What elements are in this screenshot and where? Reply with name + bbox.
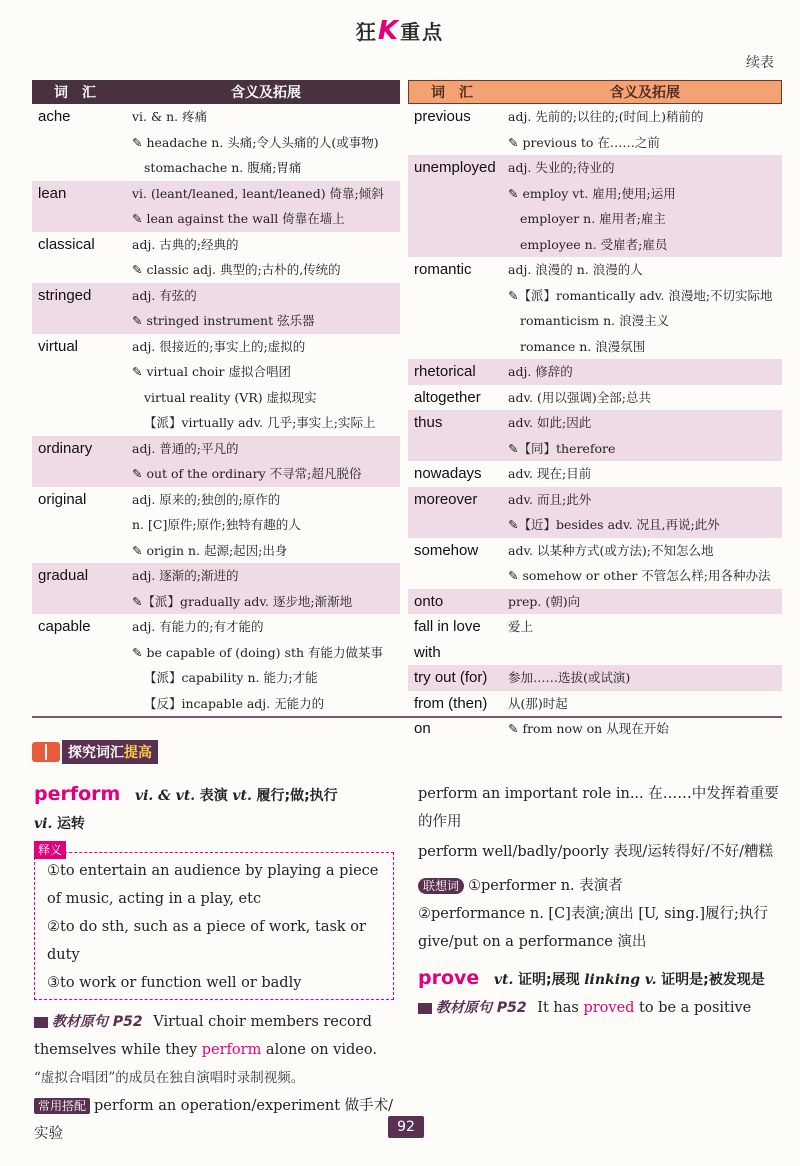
meaning-line: ✎【派】romantically adv. 浪漫地;不切实际地 [508,287,773,303]
meaning-line: ✎ lean against the wall 倚靠在墙上 [132,211,345,226]
vocab-meaning [132,614,400,716]
meaning-line: 【反】incapable adj. 无能力的 [144,695,325,711]
meaning-line: employee n. 受雇者;雇员 [520,236,668,252]
vocab-meaning [508,155,782,257]
table-row [408,410,782,461]
meaning-line: ✎ be capable of (doing) sth 有能力做某事 [132,644,383,660]
page-number: 92 [388,1116,424,1138]
vocab-table-right [408,80,782,742]
table-row [408,385,782,411]
page-header-title: 狂K重点 [355,16,445,46]
table-row [408,589,782,615]
meaning-line: ✎ virtual choir 虚拟合唱团 [132,364,292,379]
vocab-meaning [508,257,782,359]
vocab-meaning [508,716,782,742]
vocab-meaning [132,181,400,232]
perform-prove-continued: perform an important role in... 在……中发挥着重要的作用 perform well/badly/poorly 表现/运转得好/不好/糟糕 联想词 ①performer n. 表演者 ②performance n. [C]表演;演出 [U, sing.]履行;执行 give/put on a performance 演出 prove vt. 证明;展现 linking v. 证明是;被发现是 教材原句 P52 It has proved to be a positive [418,780,780,1022]
meaning-line: adj. 失业的;待业的 [508,160,615,175]
meaning-line: ✎ origin n. 起源;起因;出身 [132,542,288,558]
table-row [408,104,782,155]
meaning-line: adj. 有能力的;有才能的 [132,619,264,634]
vocab-word: ordinary [38,439,93,457]
meaning-line: adj. 很接近的;事实上的;虚拟的 [132,338,306,354]
table-row [32,104,400,181]
vocab-word: nowadays [414,465,482,482]
table-row [408,155,782,257]
meaning-line: adv. 而且;此外 [508,491,592,507]
vocab-meaning [132,487,400,564]
meaning-line: ✎ somehow or other 不管怎么样;用各种办法 [508,568,771,583]
prove-textbook-sentence: 教材原句 P52 It has proved to be a positive [418,994,780,1022]
meaning-line: n. [C]原件;原作;独特有趣的人 [132,517,301,532]
vocab-meaning [508,538,782,589]
meaning-line: romanticism n. 浪漫主义 [520,313,670,328]
headword-perform: perform [34,783,121,805]
meaning-line: ✎ from now on 从现在开始 [508,721,669,736]
vocab-meaning [132,334,400,436]
table-row [408,257,782,359]
section-divider [32,716,782,718]
vocab-word: from (then) [414,694,488,712]
table-row [408,461,782,487]
textbook-sentence: 教材原句 P52 Virtual choir members record themselves while they perform alone on video. [34,1014,377,1058]
table-row [32,487,400,564]
meaning-line: adj. 原来的;独创的;原作的 [132,491,281,507]
vocab-table-left [32,80,400,716]
vocab-word: gradual [38,567,89,584]
meaning-line: adj. 浪漫的 n. 浪漫的人 [508,262,643,277]
definition-tag: 释义 [34,841,66,859]
vocab-meaning [508,691,782,717]
meaning-line: 【派】virtually adv. 几乎;事实上;实际上 [144,415,376,430]
meaning-line: ✎ out of the ordinary 不寻常;超凡脱俗 [132,466,362,481]
association-tag: 联想词 [418,878,464,894]
meaning-line: prep. (朝)向 [508,593,581,609]
meaning-line: adv. (用以强调)全部;总共 [508,389,651,405]
meaning-line: ✎ classic adj. 典型的;古朴的,传统的 [132,262,341,277]
vocab-meaning [508,461,782,487]
meaning-line: employer n. 雇用者;雇主 [520,211,666,226]
vocab-meaning [132,232,400,283]
meaning-line: adj. 逐渐的;渐进的 [132,568,239,583]
book-icon [32,742,60,762]
meaning-line: adj. 普通的;平凡的 [132,440,239,456]
vocab-meaning [508,385,782,411]
meaning-line: ✎ headache n. 头痛;令人头痛的人(或事物) [132,134,379,150]
table-header-left: 词汇 含义及拓展 [32,80,400,104]
vocab-word: lean [38,184,67,202]
table-row [32,181,400,232]
meaning-line: adv. 如此;因此 [508,415,592,430]
table-row [32,283,400,334]
perform-entry: perform vi. & vt. 表演 vt. 履行;做;执行 vi. 运转 释义 ①to entertain an audience by playing a piece of music, acting in a play, etc ②to do sth, such as a piece of work, task or duty ③to work or function well or badly 教材原句 P52 Virtual choir members record themselves while they perform alone on video. “虚拟合唱团”的成员在独自演唱时录制视频。 常用搭配 perform an operation/experiment 做手术/实验 [34,780,394,1148]
meaning-line: vi. & n. 疼痛 [132,109,208,124]
vocab-word: capable [38,618,91,635]
speech-icon [34,1017,48,1028]
vocab-word: romantic [414,261,472,278]
vocab-word: onto [414,592,444,610]
vocab-word: classical [38,235,95,253]
vocab-word: thus [414,414,443,431]
meaning-line: adv. 以某种方式(或方法);不知怎么地 [508,542,714,558]
vocab-meaning [508,487,782,538]
table-row [32,334,400,436]
vocab-word: somehow [414,541,479,559]
vocab-meaning [132,104,400,181]
vocab-word: altogether [414,388,481,406]
meaning-line: romance n. 浪漫氛围 [520,338,646,354]
vocab-word: try out (for) [414,669,488,686]
meaning-line: ✎【派】gradually adv. 逐步地;渐渐地 [132,593,353,609]
table-row [408,538,782,589]
table-row [408,691,782,717]
meaning-line: vi. (leant/leaned, leant/leaned) 倚靠;倾斜 [132,185,384,201]
vocab-word: ache [38,108,71,125]
vocab-word: virtual [38,337,79,355]
table-row [408,665,782,691]
meaning-line: stomachache n. 腹痛;胃痛 [144,160,302,175]
meaning-line: ✎【近】besides adv. 况且,再说;此外 [508,517,720,532]
vocab-meaning [132,563,400,614]
table-row [408,716,782,742]
vocab-word: on [414,720,431,737]
meaning-line: ✎【同】therefore [508,440,616,456]
meaning-line: adj. 修辞的 [508,364,573,379]
vocab-word: rhetorical [414,363,476,380]
vocab-word: fall in love with [414,618,481,661]
meaning-line: ✎ stringed instrument 弦乐器 [132,313,315,328]
table-row [32,232,400,283]
vocab-word: moreover [414,490,478,508]
vocab-meaning [508,614,782,665]
meaning-line: 【派】capability n. 能力;才能 [144,670,318,685]
table-row [408,359,782,385]
meaning-line: adj. 古典的;经典的 [132,236,239,252]
vocab-meaning [508,410,782,461]
table-row [408,614,782,665]
meaning-line: adv. 现在;目前 [508,466,592,481]
meaning-line: 从(那)时起 [508,695,568,711]
vocab-word: previous [414,108,471,125]
continued-label: 续表 [746,55,774,71]
meaning-line: ✎ previous to 在……之前 [508,134,660,150]
meaning-line: 爱上 [508,619,534,634]
sentence-translation: “虚拟合唱团”的成员在独自演唱时录制视频。 [34,1070,305,1086]
table-header-right: 词汇 含义及拓展 [408,80,782,104]
vocab-meaning [508,104,782,155]
meaning-line: 参加……选拔(或试演) [508,670,631,685]
table-row [408,487,782,538]
vocab-meaning [508,665,782,691]
vocab-meaning [508,589,782,615]
section-title: 探究词汇提高 [32,740,158,764]
vocab-meaning [132,436,400,487]
collocation-1: 常用搭配 perform an operation/experiment 做手术/实验 [34,1098,394,1142]
vocab-word: unemployed [414,159,496,176]
table-row [32,614,400,716]
meaning-line: adj. 有弦的 [132,287,197,303]
vocab-word: original [38,490,87,508]
meaning-line: adj. 先前的;以往的;(时间上)稍前的 [508,109,704,124]
vocab-meaning [508,359,782,385]
meaning-line: virtual reality (VR) 虚拟现实 [144,389,317,405]
definition-box: 释义 ①to entertain an audience by playing a piece of music, acting in a play, etc ②to do sth, such as a piece of work, task or duty ③to work or function well or badly [34,852,394,1000]
prove-entry: prove vt. 证明;展现 linking v. 证明是;被发现是 [418,967,765,989]
vocab-word: stringed [38,286,92,304]
collocation-tag: 常用搭配 [34,1098,90,1114]
table-row [32,436,400,487]
vocab-meaning [132,283,400,334]
table-row [32,563,400,614]
speech-icon [418,1003,432,1014]
meaning-line: ✎ employ vt. 雇用;使用;运用 [508,185,676,201]
headword-prove: prove [418,967,480,989]
